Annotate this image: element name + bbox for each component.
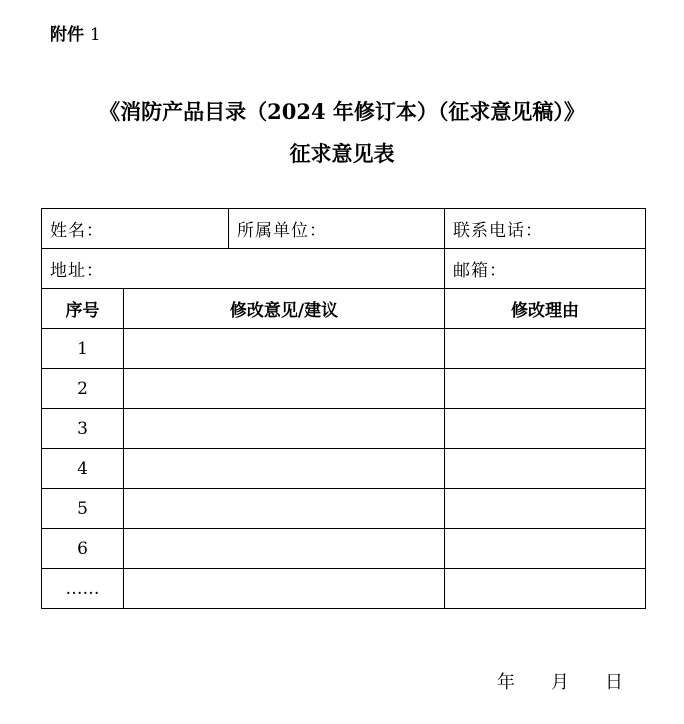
address-row xyxy=(42,249,646,289)
table-row xyxy=(42,449,646,489)
email-field[interactable]: 邮箱： xyxy=(445,249,646,289)
reason-cell[interactable] xyxy=(445,529,646,569)
table-row xyxy=(42,329,646,369)
phone-field[interactable]: 联系电话： xyxy=(445,209,646,249)
name-field[interactable]: 姓名： xyxy=(42,209,229,249)
suggestion-cell[interactable] xyxy=(124,449,445,489)
attachment-label xyxy=(50,20,101,45)
date-day-label: 日 xyxy=(605,672,623,693)
suggestion-cell[interactable] xyxy=(124,569,445,609)
reason-cell[interactable] xyxy=(445,449,646,489)
attachment-number: 1 xyxy=(89,25,101,45)
row-index: 3 xyxy=(42,409,124,449)
reason-cell[interactable] xyxy=(445,329,646,369)
document-title: 《消防产品目录（2024 年修订本）（征求意见稿）》 xyxy=(99,99,585,124)
reason-cell[interactable] xyxy=(445,569,646,609)
header-reason: 修改理由 xyxy=(445,289,646,329)
feedback-form-table xyxy=(41,208,646,609)
table-row xyxy=(42,529,646,569)
row-index: 1 xyxy=(42,329,124,369)
table-row xyxy=(42,489,646,529)
table-row xyxy=(42,369,646,409)
contact-row xyxy=(42,209,646,249)
suggestion-cell[interactable] xyxy=(124,409,445,449)
table-row xyxy=(42,569,646,609)
header-suggestion: 修改意见/建议 xyxy=(124,289,445,329)
suggestion-cell[interactable] xyxy=(124,369,445,409)
table-row xyxy=(42,409,646,449)
suggestion-cell[interactable] xyxy=(124,329,445,369)
document-subtitle: 征求意见表 xyxy=(289,141,395,166)
unit-field[interactable]: 所属单位： xyxy=(229,209,445,249)
reason-cell[interactable] xyxy=(445,409,646,449)
suggestion-cell[interactable] xyxy=(124,489,445,529)
reason-cell[interactable] xyxy=(445,489,646,529)
header-index: 序号 xyxy=(42,289,124,329)
suggestion-cell[interactable] xyxy=(124,529,445,569)
row-index: 5 xyxy=(42,489,124,529)
row-index: 2 xyxy=(42,369,124,409)
address-field[interactable]: 地址： xyxy=(42,249,445,289)
row-index: …… xyxy=(42,569,124,609)
reason-cell[interactable] xyxy=(445,369,646,409)
date-month-label: 月 xyxy=(551,672,569,693)
attachment-text: 附件 xyxy=(50,25,84,45)
table-header-row xyxy=(42,289,646,329)
row-index: 6 xyxy=(42,529,124,569)
date-year-label: 年 xyxy=(497,672,515,693)
row-index: 4 xyxy=(42,449,124,489)
